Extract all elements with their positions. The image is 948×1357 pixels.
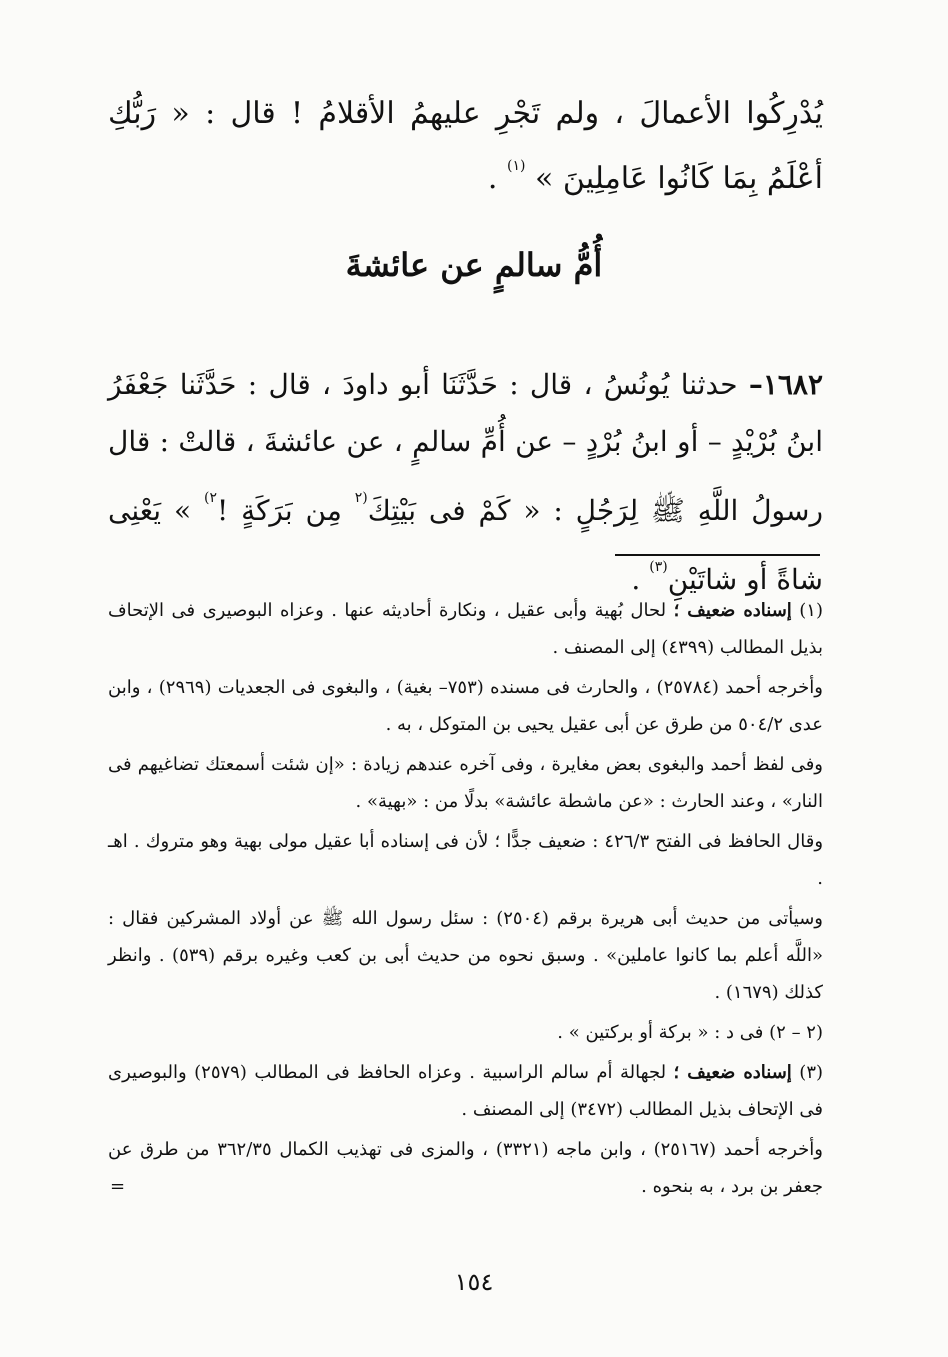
footnote-paragraph xyxy=(108,1014,823,1051)
footnote-paragraph xyxy=(108,823,823,897)
footnote-paragraph xyxy=(108,1131,823,1205)
previous-hadith-ending xyxy=(108,88,823,205)
footnote-number: (١) xyxy=(799,600,823,621)
footnotes xyxy=(108,592,823,1208)
footnote-paragraph xyxy=(108,592,823,666)
footnote-text: لجهالة أم سالم الراسبية . وعزاه الحافظ فى المطالب (٢٥٧٩) والبوصيرى فى الإتحاف بذيل المطالب (٣٤٧٢) إلى المصنف . xyxy=(108,1062,823,1120)
footnote-separator xyxy=(615,554,820,556)
footnote-text: وسيأتى من حديث أبى هريرة برقم (٢٥٠٤) : سئل رسول الله ﷺ عن أولاد المشركين فقال : «اللَّه أعلم بما كانوا عاملين» . وسبق نحوه من حديث أبى بن كعب وغيره برقم (٥٣٩) . وانظر كذلك (١٦٧٩) . xyxy=(108,908,823,1003)
footnote-text: وقال الحافظ فى الفتح ٤٢٦/٣ : ضعيف جدًّا ؛ لأن فى إسناده أبا عقيل مولى بهية وهو متروك . اهـ . xyxy=(108,831,824,889)
section-heading: أُمُّ سالمٍ عن عائشةَ xyxy=(345,246,603,284)
footnote-grade: إسناده ضعيف ؛ xyxy=(673,600,792,621)
footnote-ref-1: (١) xyxy=(506,158,526,174)
hadith-end: . xyxy=(631,563,641,596)
footnote-number: (٣) xyxy=(799,1062,824,1083)
footnote-number: (٢ – ٢) xyxy=(769,1022,823,1043)
page-number: ١٥٤ xyxy=(454,1268,494,1296)
footnote-ref-3: (٣) xyxy=(649,559,668,575)
hadith-text-part1: حدثنا يُونُسُ ، قال : حَدَّثَنَا أبو داودَ ، قال : حَدَّثَنا جَعْفَرُ ابنُ بُرْيْدٍ – أو ابنُ بُرْدٍ – عن أُمِّ سالمٍ ، عن عائشةَ ، قالتْ : قال رسولُ اللَّهِ ﷺ لِرَجُلٍ : « كَمْ فى بَيْتِكَ xyxy=(108,368,823,527)
footnote-paragraph xyxy=(108,746,823,820)
footnote-ref-2-start: (٢ xyxy=(354,490,368,506)
footnote-text: وفى لفظ أحمد والبغوى بعض مغايرة ، وفى آخره عندهم زيادة : «إن شئت أسمعتك تضاغيهم فى النار» ، وعند الحارث : «عن ماشطة عائشة» بدلًا من : «بهية» . xyxy=(108,754,823,812)
footnote-paragraph xyxy=(108,900,823,1011)
footnote-ref-2-end: ٢) xyxy=(203,490,217,506)
hadith-text-part3: » يَعْنِى شاةً أو شاتَيْنِ xyxy=(108,494,823,596)
footnote-text: وأخرجه أحمد (٢٥٧٨٤) ، والحارث فى مسنده (٧٥٣– بغية) ، والبغوى فى الجعديات (٢٩٦٩) ، وابن عدى ٥٠٤/٢ من طرق عن أبى عقيل يحيى بن المتوكل ، به . xyxy=(108,677,823,735)
footnote-paragraph xyxy=(108,669,823,743)
footnote-text: وأخرجه أحمد (٢٥١٦٧) ، وابن ماجه (٣٣٢١) ، والمزى فى تهذيب الكمال ٣٦٢/٣٥ من طرق عن جعفر بن برد ، به بنحوه . xyxy=(108,1139,823,1197)
footnote-text: فى د : « بركة أو بركتين » . xyxy=(557,1022,764,1043)
previous-hadith-text: يُدْرِكُوا الأعمالَ ، ولم تَجْرِ عليهمُ الأقلامُ ! قال : « رَبُّكِ أعْلَمُ بِمَا كَانُوا عَامِلِينَ » xyxy=(108,96,823,196)
footnote-paragraph xyxy=(108,1054,823,1128)
hadith-1682 xyxy=(108,356,823,608)
hadith-text-part2: مِن بَرَكَةٍ ! xyxy=(216,494,342,527)
footnote-grade: إسناده ضعيف ؛ xyxy=(673,1062,792,1083)
hadith-number: ١٦٨٢– xyxy=(748,368,823,401)
sentence-end: . xyxy=(487,161,498,196)
continuation-mark: = xyxy=(110,1176,126,1197)
footnote-text: لحال بُهية وأبى عقيل ، ونكارة أحاديثه عنها . وعزاه البوصيرى فى الإتحاف بذيل المطالب (٤٣٩٩) إلى المصنف . xyxy=(108,600,823,658)
